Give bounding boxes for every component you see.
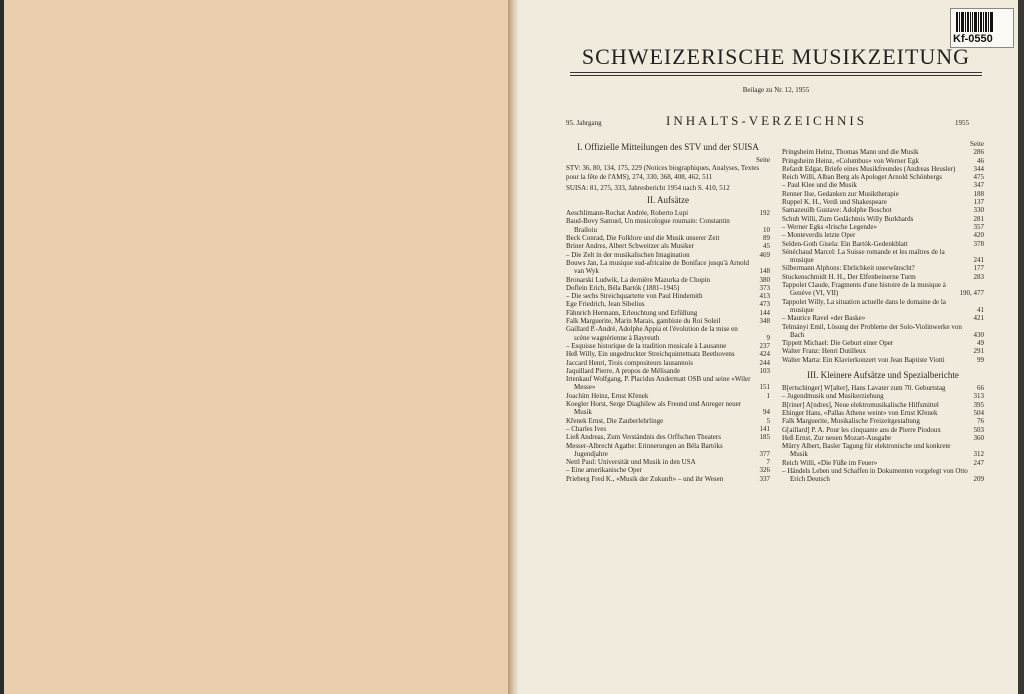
entry-page: 430	[973, 330, 984, 339]
page-column-label: Seite	[970, 140, 984, 148]
entry-page: 244	[759, 358, 770, 367]
section-heading: III. Kleinere Aufsätze und Spezialberichte	[807, 370, 959, 381]
entry-text: Heß Ernst, Zur neuen Mozart-Ausgabe	[782, 433, 892, 442]
entry-text: Sénéchaud Marcel: La Suisse romande et les maîtres de la musique	[782, 247, 945, 265]
index-entry	[782, 409, 984, 417]
entry-page: 141	[759, 424, 770, 433]
entry-text: Gaillard P.-André, Adolphe Appia et l'évolution de la mise en scène wagnérienne à Bayreuth	[566, 325, 738, 342]
index-entry	[566, 367, 770, 375]
index-entry	[566, 475, 770, 483]
index-entry	[566, 317, 770, 325]
entry-text: – Monteverdis letzte Oper	[782, 231, 856, 240]
index-entry	[782, 165, 984, 173]
entry-text: Ließ Andreas, Zum Verständnis des Orffschen Theaters	[566, 433, 721, 442]
entry-page: 360	[973, 433, 984, 442]
entry-text: – Die Zelt in der musikalischen Imagination	[566, 250, 690, 259]
entry-text: Stuckenschmidt H. H., Der Elfenbeinerne Turm	[782, 272, 916, 281]
index-entry	[782, 401, 984, 409]
entry-text: Fähnrich Hermann, Erleuchtung und Erfüllung	[566, 308, 698, 317]
index-entry	[782, 314, 984, 322]
index-entry	[566, 209, 770, 217]
entry-page: 5	[766, 416, 770, 425]
page-edge	[1018, 0, 1024, 694]
entry-page: 330	[973, 206, 984, 215]
entry-text: Walter Franz: Henri Dutilleux	[782, 347, 866, 356]
entry-page: 192	[759, 209, 770, 218]
right-column	[782, 140, 984, 484]
entry-text: Doflein Erich, Béla Bartók (1881–1945)	[566, 283, 680, 292]
suisa-line: SUISA: 81, 275, 333, Jahresbericht 1954 nach S. 410, 512	[566, 183, 730, 192]
section-title: I. Offizielle Mitteilungen des STV und der SUISA	[577, 142, 759, 152]
index-entry	[566, 425, 770, 433]
entry-page: 348	[759, 317, 770, 326]
index-entry	[566, 300, 770, 308]
masthead: SCHWEIZERISCHE MUSIKZEITUNG	[581, 44, 971, 69]
entry-page: 46	[977, 156, 984, 165]
entry-text: Irtenkauf Wolfgang, P. Placidus Andermatt OSB und seine «Wiler Messe»	[566, 375, 751, 392]
index-entry	[566, 309, 770, 317]
entry-text: Reich Willi, Alban Berg als Apologet Arnold Schönbergs	[782, 173, 942, 182]
entry-page: 503	[973, 425, 984, 434]
year: 1955	[955, 119, 969, 127]
entry-page: 357	[973, 222, 984, 231]
rule	[570, 75, 982, 76]
entry-text: – Händels Leben und Schaffen in Dokumenten vorgelegt von Otto Erich Deutsch	[782, 466, 968, 484]
index-entry	[782, 339, 984, 347]
entry-page: 137	[973, 198, 984, 207]
entry-page: 76	[977, 417, 984, 426]
entry-text: Reich Willi, «Die Füße im Feuer»	[782, 458, 878, 467]
index-entry	[782, 459, 984, 467]
index-entry	[566, 242, 770, 250]
index-entry	[782, 148, 984, 156]
entry-page: 103	[759, 366, 770, 375]
index-title: INHALTS-VERZEICHNIS	[666, 113, 867, 128]
index-entry	[782, 198, 984, 206]
entry-text: Bronarski Ludwik, La dernière Mazurka de Chopin	[566, 275, 711, 284]
entry-page: 49	[977, 339, 984, 348]
index-entry	[782, 215, 984, 223]
entry-page: 312	[973, 450, 984, 459]
index-entry	[782, 347, 984, 355]
index-entry	[782, 417, 984, 425]
entry-text: Mürry Albert, Basler Tagung für elektronische und konkrete Musik	[782, 442, 951, 459]
index-entry	[782, 442, 984, 459]
entry-text: – Jugendmusik und Musikerziehung	[782, 392, 884, 401]
entry-page: 9	[766, 333, 770, 342]
entry-text: Falk Marguerite, Marin Marais, gambiste du Roi Soleil	[566, 317, 721, 326]
index-entry	[566, 417, 770, 425]
index-entry	[782, 240, 984, 248]
index-entry	[566, 251, 770, 259]
entry-page: 151	[759, 383, 770, 392]
entry-page: 247	[973, 458, 984, 467]
entry-text: – Charles Ives	[566, 424, 607, 433]
supplement-note: Beilage zu Nr. 12, 1955	[742, 86, 810, 94]
entry-text: Samazeuilh Gustave: Adolphe Boschot	[782, 206, 892, 215]
index-entry	[782, 273, 984, 281]
index-entry	[566, 342, 770, 350]
entry-text: Renner Ilse, Gedanken zur Musiktherapie	[782, 189, 899, 198]
shelfmark: Kf-0550	[953, 33, 993, 45]
entry-text: Baud-Bovy Samuel, Un musicologue roumain: Constantin Brailoiu	[566, 217, 730, 234]
entry-text: – Eine amerikanische Oper	[566, 466, 642, 475]
entry-page: 1	[766, 391, 770, 400]
entry-page: 313	[973, 392, 984, 401]
entry-list	[782, 384, 984, 484]
index-entry	[566, 217, 770, 234]
index-entry	[782, 206, 984, 214]
entry-page: 424	[759, 350, 770, 359]
index-entry	[566, 259, 770, 276]
entry-page: 326	[759, 466, 770, 475]
entry-text: Ehinger Hans, «Pallas Athene weint» von Ernst Křenek	[782, 408, 938, 417]
entry-text: Briner Andres, Albert Schweitzer als Musiker	[566, 242, 694, 251]
entry-text: Nettl Paul: Universität und Musik in den USA	[566, 458, 696, 467]
entry-page: 144	[759, 308, 770, 317]
index-entry	[566, 284, 770, 292]
entry-page: 380	[759, 275, 770, 284]
entry-text: G[aillard] P. A. Pour les cinquante ans de Pierre Piodoux	[782, 425, 941, 434]
entry-page: 395	[973, 400, 984, 409]
index-entry	[566, 350, 770, 358]
entry-page: 347	[973, 181, 984, 190]
entry-page: 413	[759, 292, 770, 301]
entry-text: Schuh Willi, Zum Gedächtnis Willy Burkhards	[782, 214, 914, 223]
entry-page: 475	[973, 173, 984, 182]
entry-text: Falk Marguerite, Musikalische Freizeitgestaltung	[782, 417, 920, 426]
entry-text: Selden-Goth Gisela: Ein Bartók-Gedenkblatt	[782, 239, 908, 248]
index-entry	[782, 157, 984, 165]
index-entry	[782, 181, 984, 189]
entry-page: 190, 477	[959, 289, 984, 298]
entry-text: Ruppel K. H., Verdi und Shakespeare	[782, 198, 887, 207]
entry-text: Pringsheim Heinz, Thomas Mann und die Musik	[782, 148, 919, 157]
entry-text: – Die sechs Streichquartette von Paul Hindemith	[566, 292, 703, 301]
entry-page: 188	[973, 189, 984, 198]
entry-text: Telmányi Emil, Lösung der Probleme der Solo-Violinwerke von Bach	[782, 322, 962, 339]
entry-page: 373	[759, 283, 770, 292]
entry-text: Prieberg Fred K., «Musik der Zukunft» – und ihr Wesen	[566, 474, 724, 483]
entry-text: Jaquillard Pierre, A propos de Mélisande	[566, 366, 680, 375]
entry-page: 89	[763, 234, 770, 243]
entry-page: 209	[973, 475, 984, 484]
entry-text: Walter Marta: Ein Klavierkonzert von Jean Baptiste Viotti	[782, 355, 945, 364]
index-entry	[566, 466, 770, 474]
entry-text: Beck Conrad, Die Folklore und die Musik unserer Zeit	[566, 234, 720, 243]
entry-text: Jaccard Henri, Trois compositeurs lausannois	[566, 358, 693, 367]
index-entry	[782, 323, 984, 340]
entry-text: B[ertschinger] W[alter], Hans Lavater zum 70. Geburtstag	[782, 384, 946, 393]
entry-page: 241	[973, 256, 984, 265]
entry-page: 337	[759, 474, 770, 483]
entry-page: 377	[759, 449, 770, 458]
entry-page: 421	[973, 314, 984, 323]
page-column-label: Seite	[756, 156, 770, 164]
index-entry	[782, 467, 984, 484]
entry-page: 378	[973, 239, 984, 248]
entry-text: Ege Friedrich, Jean Sibelius	[566, 300, 645, 309]
entry-page: 41	[977, 305, 984, 314]
index-entry	[566, 359, 770, 367]
entry-text: Aeschlimann-Rochat Andrée, Roberto Lupi	[566, 209, 689, 218]
library-label	[950, 8, 1014, 48]
entry-page: 7	[766, 458, 770, 467]
index-entry	[782, 223, 984, 231]
entry-page: 344	[973, 164, 984, 173]
entry-page: 291	[973, 347, 984, 356]
entry-page: 94	[763, 408, 770, 417]
rule	[570, 72, 982, 73]
entry-list	[782, 148, 984, 364]
index-entry	[566, 433, 770, 441]
entry-text: Messer-Albrecht Agathe: Erinnerungen an Béla Bartóks Jugendjahre	[566, 441, 723, 458]
entry-list	[566, 209, 770, 483]
index-entry	[782, 356, 984, 364]
entry-page: 473	[759, 300, 770, 309]
entry-text: Tappolet Claude, Fragments d'une histoire de la musique à Genève (VI, VII)	[782, 281, 946, 298]
entry-page: 283	[973, 272, 984, 281]
section-heading	[566, 142, 770, 152]
index-entry	[566, 325, 770, 342]
index-entry	[566, 442, 770, 459]
entry-page: 66	[977, 384, 984, 393]
entry-text: Křenek Ernst, Die Zauberlehrlinge	[566, 416, 664, 425]
index-entry	[782, 384, 984, 392]
entry-text: Tappolet Willy, La situation actuelle dans le domaine de la musique	[782, 297, 946, 314]
entry-page: 148	[759, 267, 770, 276]
volume: 95. Jahrgang	[566, 119, 602, 127]
entry-page: 10	[763, 225, 770, 234]
entry-page: 99	[977, 355, 984, 364]
left-blank-page	[4, 0, 510, 694]
entry-text: Silbermann Alphons: Ebrlichkeit unerwünscht?	[782, 264, 915, 273]
entry-text: – Werner Egks «Irische Legende»	[782, 222, 877, 231]
entry-text: Tippett Michael: Die Geburt einer Oper	[782, 339, 894, 348]
entry-page: 45	[763, 242, 770, 251]
section-heading: II. Aufsätze	[647, 195, 689, 206]
index-entry	[782, 392, 984, 400]
index-entry	[566, 276, 770, 284]
entry-text: Koegler Horst, Serge Diaghilew als Freund und Anreger neuer Musik	[566, 400, 742, 417]
entry-text: Pringsheim Heinz, «Columbus» von Werner Egk	[782, 156, 919, 165]
index-entry	[566, 392, 770, 400]
entry-page: 281	[973, 214, 984, 223]
entry-text: Joachim Heinz, Ernst Křenek	[566, 391, 649, 400]
index-entry	[782, 190, 984, 198]
stv-line: STV: 36, 80, 134, 175, 229 (Notices biographiques, Analyses, Textes pour la fête de l'AMS), 274, 330, 368, 408, 462, 511	[566, 164, 760, 181]
index-entry	[782, 281, 984, 298]
index-entry	[782, 434, 984, 442]
barcode-icon	[956, 12, 996, 32]
entry-text: – Maurice Ravel «der Baske»	[782, 314, 866, 323]
entry-text: Bouws Jan, La musique sud-africaine de Boniface jusqu'à Arnold van Wyk	[566, 258, 750, 276]
index-entry	[782, 231, 984, 239]
entry-text: Heß Willy, Ein ungedruckter Streichquintettsatz Beethovens	[566, 350, 735, 359]
index-entry	[782, 426, 984, 434]
index-entry	[566, 234, 770, 242]
entry-page: 237	[759, 341, 770, 350]
index-entry	[782, 173, 984, 181]
entry-page: 286	[973, 148, 984, 157]
entry-page: 177	[973, 264, 984, 273]
entry-page: 504	[973, 408, 984, 417]
entry-page: 185	[759, 433, 770, 442]
entry-text: Refardt Edgar, Briefe eines Musikfreundes (Andreas Heusler)	[782, 164, 956, 173]
entry-text: – Esquisse historique de la tradition musicale à Lausanne	[566, 341, 727, 350]
index-entry	[782, 298, 984, 315]
entry-text: – Paul Klee und die Musik	[782, 181, 857, 190]
index-entry	[566, 400, 770, 417]
index-entry	[782, 248, 984, 265]
entry-page: 420	[973, 231, 984, 240]
index-entry	[566, 375, 770, 392]
index-entry	[566, 292, 770, 300]
index-entry	[782, 264, 984, 272]
entry-page: 469	[759, 250, 770, 259]
entry-text: B[riner] A[ndres], Neue elektromusikalische Hilfsmittel	[782, 400, 939, 409]
left-column	[566, 140, 770, 483]
index-entry	[566, 458, 770, 466]
